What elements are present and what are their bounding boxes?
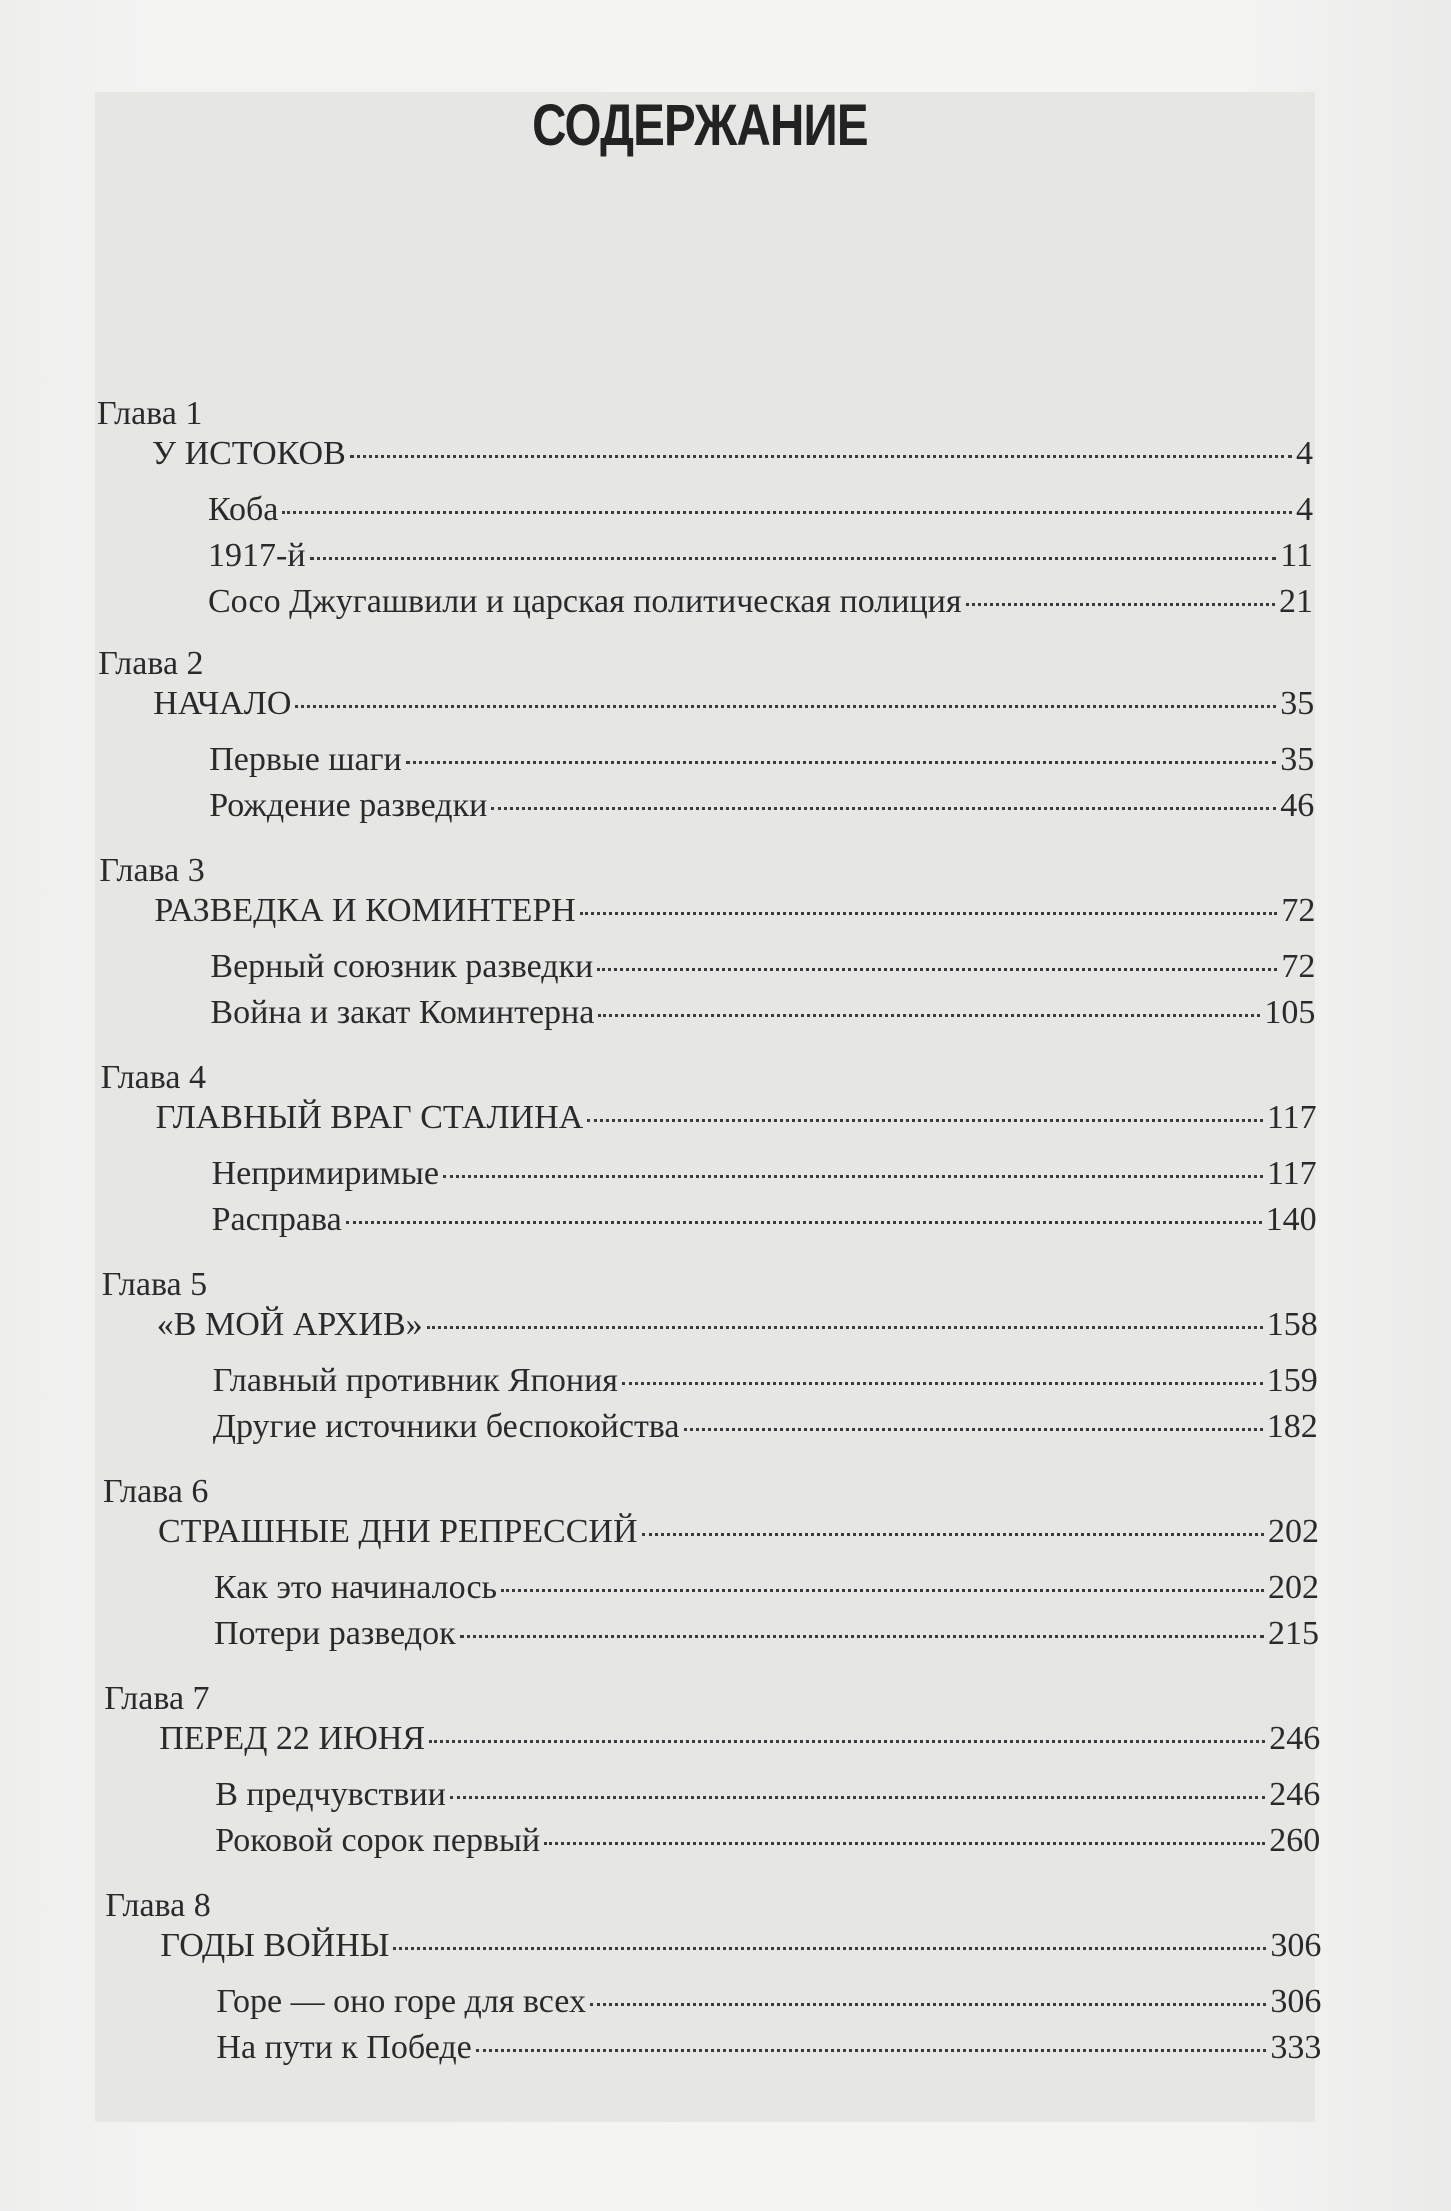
section-entry-title: Коба [208,491,279,528]
chapter-heading-title: ГОДЫ ВОЙНЫ [160,1927,390,1964]
section-entry-page-number: 140 [1265,1201,1317,1238]
section-entry-title: Как это начиналось [214,1569,498,1606]
section-entry[interactable] [208,491,1313,537]
section-entry[interactable] [212,1155,1317,1201]
section-entry-page-number: 202 [1268,1569,1319,1606]
dot-leader [393,1947,1266,1950]
section-entry[interactable] [213,1362,1318,1408]
dot-leader [966,603,1276,606]
section-entry-page-number: 117 [1266,1155,1317,1192]
chapter-heading[interactable] [156,1099,1317,1145]
section-entry[interactable] [214,1615,1319,1661]
dot-leader [346,1221,1262,1224]
dot-leader [580,912,1278,915]
section-entry-title: Первые шаги [209,741,402,778]
section-entry-title: Расправа [211,1201,342,1238]
chapter-heading-title: ГЛАВНЫЙ ВРАГ СТАЛИНА [155,1099,584,1136]
chapter-label: Глава 8 [105,1887,211,1924]
page-title: СОДЕРЖАНИЕ [532,93,868,158]
chapter-heading[interactable] [160,1927,1321,1973]
section-entry[interactable] [209,741,1314,787]
chapter-heading-page-number: 306 [1270,1927,1322,1964]
dot-leader [598,1014,1260,1017]
section-entry-title: В предчувствии [215,1776,446,1813]
chapter-label: Глава 3 [99,852,205,889]
dot-leader [406,761,1276,764]
section-entry-title: Потери разведок [214,1615,456,1652]
section-entry-title: Сосо Джугашвили и царская политическая полиция [208,583,962,620]
section-entry[interactable] [208,537,1313,583]
section-entry-title: Война и закат Коминтерна [210,994,595,1031]
section-entry-page-number: 260 [1269,1822,1321,1859]
section-entry-page-number: 72 [1281,948,1316,985]
section-entry-title: На пути к Победе [216,2029,472,2066]
dot-leader [443,1175,1263,1178]
chapter-heading-title: РАЗВЕДКА И КОМИНТЕРН [154,892,576,929]
section-entry-title: Верный союзник разведки [210,948,594,985]
dot-leader [450,1796,1265,1799]
section-entry[interactable] [209,787,1314,833]
section-entry-title: Горе — оно горе для всех [216,1983,586,2020]
dot-leader [295,705,1276,708]
dot-leader [350,455,1292,458]
dot-leader [282,511,1292,514]
section-entry-title: Рождение разведки [209,787,488,824]
chapter-label: Глава 7 [104,1680,210,1717]
section-entry-title: Роковой сорок первый [215,1822,541,1859]
chapter-label: Глава 1 [97,395,203,432]
chapter-heading-title: «В МОЙ АРХИВ» [156,1306,423,1343]
chapter-heading[interactable] [159,1720,1320,1766]
section-entry-page-number: 4 [1296,491,1313,528]
section-entry-page-number: 46 [1280,787,1315,824]
section-entry-page-number: 333 [1270,2029,1322,2066]
section-entry[interactable] [208,583,1313,629]
section-entry[interactable] [215,1776,1320,1822]
section-entry-page-number: 11 [1280,537,1313,574]
chapter-heading[interactable] [154,892,1315,938]
section-entry-page-number: 21 [1279,583,1313,620]
chapter-heading-page-number: 246 [1269,1720,1321,1757]
chapter-heading-page-number: 117 [1266,1099,1317,1136]
chapter-heading-page-number: 72 [1281,892,1316,929]
section-entry-title: Другие источники беспокойства [212,1408,680,1445]
chapter-heading-page-number: 158 [1266,1306,1318,1343]
chapter-heading-page-number: 35 [1280,685,1315,722]
chapter-label: Глава 6 [103,1473,209,1510]
section-entry[interactable] [214,1569,1319,1615]
dot-leader [460,1635,1264,1638]
section-entry-page-number: 105 [1264,994,1316,1031]
dot-leader [491,807,1276,810]
chapter-label: Глава 4 [100,1059,206,1096]
dot-leader [310,557,1277,560]
dot-leader [544,1842,1265,1845]
dot-leader [429,1740,1265,1743]
chapter-heading-page-number: 202 [1268,1513,1319,1550]
dot-leader [622,1382,1263,1385]
chapter-heading[interactable] [153,685,1314,731]
section-entry[interactable] [212,1201,1317,1247]
chapter-heading-title: ПЕРЕД 22 ИЮНЯ [159,1720,426,1757]
section-entry-title: Главный противник Япония [212,1362,618,1399]
section-entry[interactable] [210,948,1315,994]
chapter-heading[interactable] [157,1306,1318,1352]
section-entry[interactable] [216,2029,1321,2075]
dot-leader [587,1119,1263,1122]
dot-leader [476,2049,1267,2052]
dot-leader [501,1589,1264,1592]
section-entry-page-number: 306 [1270,1983,1322,2020]
section-entry[interactable] [210,994,1315,1040]
section-entry-page-number: 246 [1269,1776,1321,1813]
chapter-heading-title: У ИСТОКОВ [152,435,346,472]
section-entry-title: 1917-й [208,537,306,574]
dot-leader [642,1533,1264,1536]
section-entry[interactable] [215,1822,1320,1868]
dot-leader [597,968,1277,971]
section-entry-page-number: 159 [1266,1362,1318,1399]
section-entry-page-number: 182 [1266,1408,1318,1445]
section-entry[interactable] [213,1408,1318,1454]
chapter-heading[interactable] [152,435,1313,481]
chapter-heading-title: СТРАШНЫЕ ДНИ РЕПРЕССИЙ [158,1513,638,1550]
dot-leader [427,1326,1263,1329]
dot-leader [590,2003,1266,2006]
section-entry-page-number: 215 [1268,1615,1319,1652]
section-entry[interactable] [216,1983,1321,2029]
chapter-heading-page-number: 4 [1296,435,1313,472]
dot-leader [684,1428,1263,1431]
section-entry-title: Непримиримые [211,1155,439,1192]
section-entry-page-number: 35 [1280,741,1315,778]
chapter-label: Глава 2 [98,645,204,682]
chapter-label: Глава 5 [101,1266,208,1303]
chapter-heading[interactable] [158,1513,1319,1559]
chapter-heading-title: НАЧАЛО [153,685,292,722]
